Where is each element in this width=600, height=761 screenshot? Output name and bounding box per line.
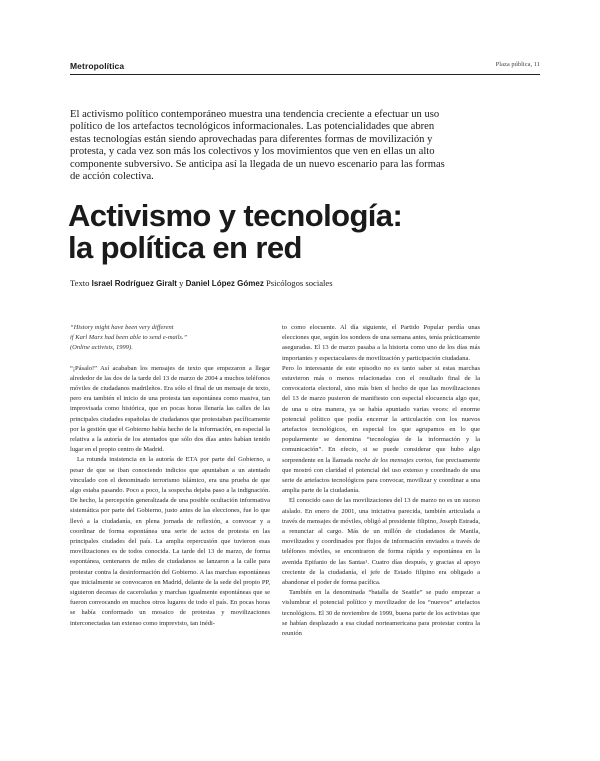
body-paragraph bbox=[282, 364, 480, 497]
body-paragraph: to como elocuente. Al día siguiente, el Partido Popular perdía unas elecciones que, según los sondeos de una semana antes, tenía prácticamente aseguradas. El 13 de marzo pasaba a la historia como uno de los días más importantes y espectaculares de movilización y participación ciudadana. bbox=[282, 324, 480, 362]
body-text-italic: noche de los mensajes cortos bbox=[354, 456, 432, 464]
epigraph bbox=[70, 323, 270, 354]
body-paragraph: “¡Pásalo!” Así acababan los mensajes de texto que empezaron a llegar alrededor de las dos de la tarde del 13 de marzo de 2004 a muchos teléfonos móviles de ciudadanos madrileños. Era sólo el final de un mensaje de texto, pero era también el inicio de una protesta tan espontánea como masiva, tan improvisada como histórica, que en pocas horas llenaría las calles de las principales ciudades españolas de ciudadanos que protestaban pacíficamente por la gestión que el Gobierno había hecho de la información, en especial la relativa a la autoría de los atentados que sólo dos días antes habían tenido lugar en el propio centro de Madrid. bbox=[70, 364, 270, 454]
body-text: Pero lo interesante de este episodio no es tanto saber si estas marchas estuvieron más o menos relacionadas con el resultado final de la convocatoria electoral, sino más bien el hecho de que las movilizaciones del 13 de marzo pusieron de manifiesto con especial elocuencia algo que, de una u otra manera, ya se había apuntado varias veces: el enorme potencial político que podía encerrar la articulación con los nuevos artefactos tecnológicos, en especial los que agrupamos en lo que popularmente se denomina “tecnologías de la información y la comunicación”. En efecto, si se puede considerar que hubo algo sorprendente en la llamada bbox=[282, 364, 480, 464]
lead-text: El activismo político contemporáneo muestra una tendencia creciente a efectuar un uso político de los artefactos tecnológicos informacionales. Las potencialidades que abren estas tecnologías están siendo aprovechadas para diferentes formas de movilización y protesta, y cada vez son más los colectivos y los movimientos que ven en ellas un alto componente subversivo. Se anticipa así la llegada de un nuevo escenario para las formas de acción colectiva. bbox=[70, 109, 445, 183]
author-2: Daniel López Gómez bbox=[185, 279, 264, 288]
body-paragraph: El conocido caso de las movilizaciones del 13 de marzo no es un suceso aislado. En enero de 2001, una iniciativa parecida, también articulada a través de mensajes de móviles, obligó al presidente filipino, Joseph Estrada, a renunciar al cargo. Más de un millón de ciudadanos de Manila, movilizados y coordinados por flujos de información enviados a través de teléfonos móviles, se encontraron de forma rápida y espontánea en la avenida Epifanio de las Santas¹. Cuatro días después, y gracias al apoyo creciente de la ciudadanía, el jefe de Estado filipino era obligado a abandonar el poder de forma pacífica. bbox=[282, 497, 480, 587]
byline bbox=[70, 278, 333, 288]
body-text: , fue precisamente que mostró con claridad el potencial del uso extenso y coordinado de una serie de artefactos tecnológicos para convocar, movilizar y coordinar a una amplia parte de la ciudadanía. bbox=[282, 456, 480, 495]
epigraph-source: (Online activists, 1999). bbox=[70, 344, 133, 352]
page-folio: Plaza pública, 11 bbox=[495, 61, 540, 68]
author-1: Israel Rodríguez Giralt bbox=[91, 279, 177, 288]
byline-prefix: Texto bbox=[70, 278, 90, 288]
body-paragraph: También en la denominada “batalla de Seattle” se pudo empezar a vislumbrar el potencial político y movilizador de los “nuevos” artefactos tecnológicos. El 30 de noviembre de 1999, buena parte de los activistas que se habían desplazado a esa ciudad norteamericana para protestar contra la reunión bbox=[282, 589, 480, 638]
byline-conjunction: y bbox=[179, 278, 184, 288]
epigraph-line-2: if Karl Marx had been able to send e-mails.” bbox=[70, 334, 188, 342]
section-label: Metropolítica bbox=[70, 61, 125, 71]
body-column-left bbox=[70, 323, 270, 629]
body-paragraph: La rotunda insistencia en la autoría de ETA por parte del Gobierno, a pesar de que se iban conociendo indicios que apuntaban a un atentado vinculado con el denominado terrorismo islámico, era una prueba de que algo estaba pasando. Poco a poco, la sospecha dejaba paso a la indignación. De hecho, la percepción generalizada de una posible ocultación informativa sistemática por parte del Gobierno, justo antes de las elecciones, fue lo que llevó a la ciudadanía, en plena jornada de reflexión, a convocar y a coordinar de forma espontánea una serie de actos de protesta en las principales ciudades del país. La amplia repercusión que tuvieron esas movilizaciones es de todos conocida. La tarde del 13 de marzo, de forma espontánea, centenares de miles de ciudadanos se lanzaron a la calle para protestar contra la desinformación del Gobierno. A las marchas espontáneas que inicialmente se convocaron en Madrid, delante de la sede del propio PP, siguieron decenas de caceroladas y marchas igualmente espontáneas que se fueron convocando en muchos otros lugares de todo el país. En pocas horas se había conformado un mosaico de protestas y movilizaciones interconectadas tan extenso como imprevisto, tan inédi- bbox=[70, 456, 270, 627]
lead-paragraph bbox=[70, 109, 450, 183]
title-line-2: la política en red bbox=[68, 230, 302, 265]
epigraph-line-1: “History might have been very different bbox=[70, 324, 174, 331]
title-line-1: Activismo y tecnología: bbox=[68, 198, 403, 233]
header-divider bbox=[70, 74, 540, 75]
article-title bbox=[68, 200, 402, 264]
author-role: Psicólogos sociales bbox=[265, 278, 333, 288]
body-column-right bbox=[282, 323, 480, 639]
